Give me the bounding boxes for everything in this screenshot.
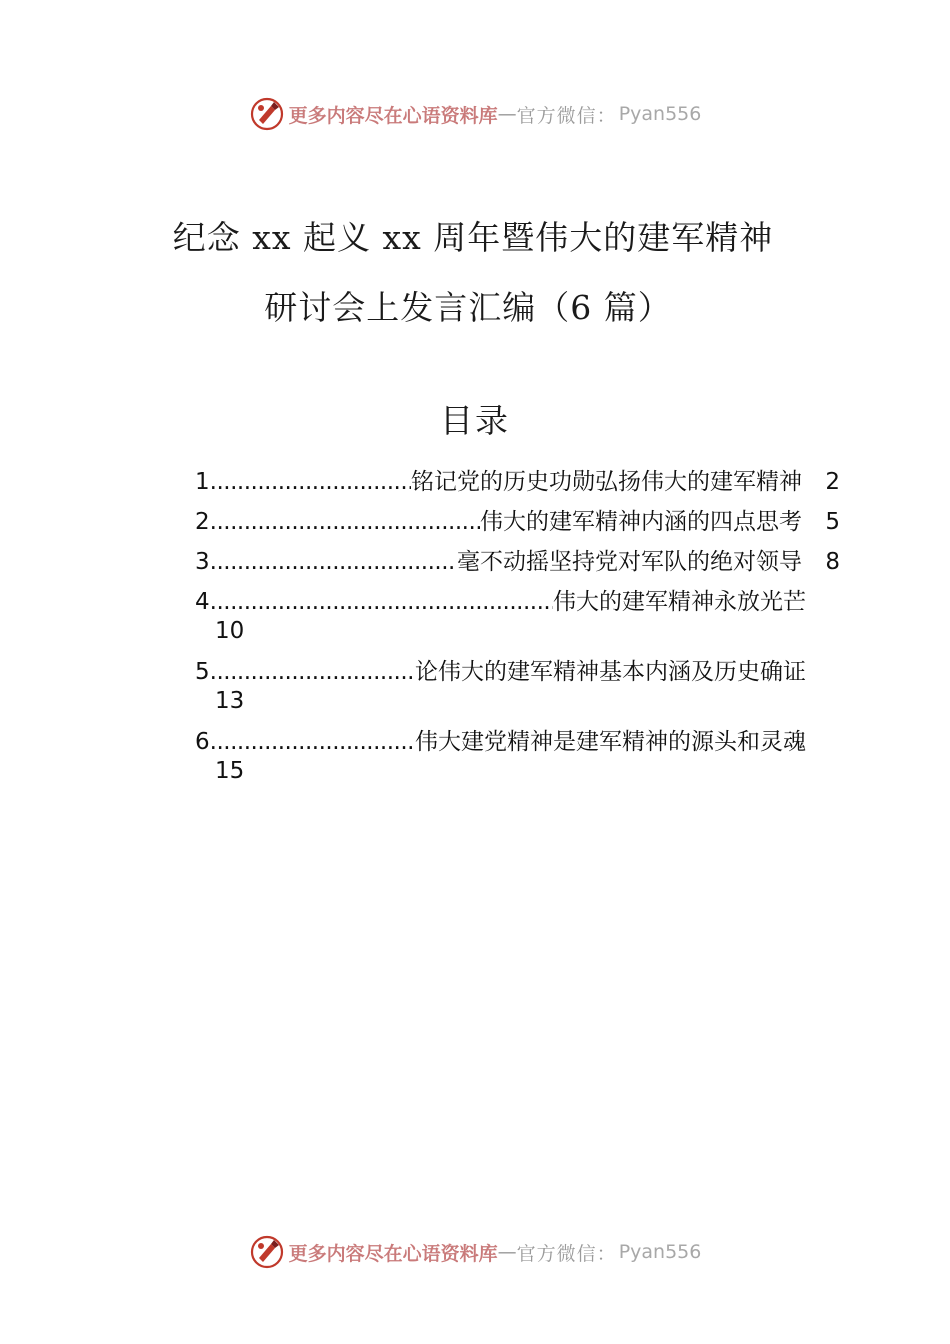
toc-entry[interactable] bbox=[195, 502, 845, 542]
toc-entry-page: 5 bbox=[825, 509, 840, 535]
toc-entry-title: 伟大建党精神是建军精神的源头和灵魂 bbox=[415, 729, 806, 755]
toc-entry-title: 论伟大的建军精神基本内涵及历史确证 bbox=[415, 659, 806, 685]
toc-entry[interactable] bbox=[195, 722, 845, 786]
banner-wechat-id: Pyan556 bbox=[618, 1241, 702, 1263]
banner-label: 官方微信： bbox=[516, 1242, 617, 1265]
toc-entry[interactable] bbox=[195, 652, 845, 716]
toc-entry-number: 4 bbox=[195, 589, 210, 615]
toc-entry-page: 10 bbox=[215, 618, 245, 644]
banner-wechat-id: Pyan556 bbox=[618, 103, 702, 125]
toc-entry-page: 15 bbox=[215, 758, 245, 784]
banner-text: 更多内容尽在心语资料库 bbox=[288, 104, 498, 127]
toc-leader-dots bbox=[210, 542, 457, 582]
toc-entry-number: 6 bbox=[195, 729, 210, 755]
toc-entry-number: 2 bbox=[195, 509, 210, 535]
toc-heading: 目录 bbox=[440, 401, 510, 440]
toc-entry-number: 1 bbox=[195, 469, 210, 495]
banner-separator: — bbox=[497, 1241, 517, 1263]
toc-entry-page: 2 bbox=[825, 469, 840, 495]
document-title-line2: 研讨会上发言汇编（6 篇） bbox=[264, 288, 672, 327]
toc-leader-dots bbox=[210, 502, 480, 542]
toc-leader-dots bbox=[210, 582, 553, 622]
toc-entry-number: 5 bbox=[195, 659, 210, 685]
toc-entry[interactable] bbox=[195, 462, 845, 502]
banner-separator: — bbox=[497, 103, 517, 125]
toc-entry-page: 8 bbox=[825, 549, 840, 575]
banner-text: 更多内容尽在心语资料库 bbox=[288, 1242, 498, 1265]
footer-banner bbox=[0, 1232, 950, 1272]
toc-entry-page: 13 bbox=[215, 688, 245, 714]
table-of-contents bbox=[195, 462, 845, 792]
toc-entry-title: 毫不动摇坚持党对军队的绝对领导 bbox=[457, 549, 802, 575]
toc-entry-title: 伟大的建军精神永放光芒 bbox=[553, 589, 806, 615]
toc-entry[interactable] bbox=[195, 542, 845, 582]
banner-label: 官方微信： bbox=[516, 104, 617, 127]
pen-seal-logo-icon bbox=[249, 96, 285, 132]
toc-leader-dots bbox=[210, 462, 411, 502]
header-banner bbox=[0, 94, 950, 134]
toc-entry-number: 3 bbox=[195, 549, 210, 575]
toc-entry-title: 铭记党的历史功勋弘扬伟大的建军精神 bbox=[411, 469, 802, 495]
toc-entry[interactable] bbox=[195, 582, 845, 646]
toc-entry-title: 伟大的建军精神内涵的四点思考 bbox=[480, 509, 802, 535]
document-title-line1: 纪念 xx 起义 xx 周年暨伟大的建军精神 bbox=[172, 218, 774, 257]
pen-seal-logo-icon bbox=[249, 1234, 285, 1270]
